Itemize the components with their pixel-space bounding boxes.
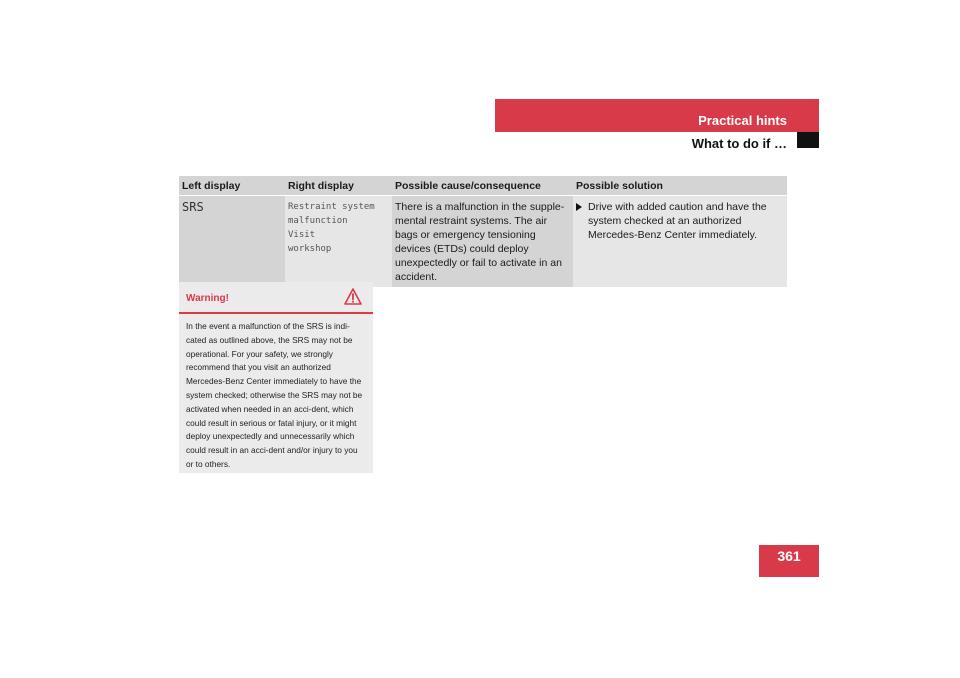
page-number: 361 bbox=[777, 548, 801, 564]
cause-text: There is a malfunction in the supple-mental restraint systems. The air bags or emergency tensioning devices (ETDs) could deploy unexpectedly or fail to activate in an accident. bbox=[395, 201, 565, 283]
right-display-line: Visit bbox=[288, 230, 316, 240]
warning-header bbox=[179, 282, 373, 314]
right-display-line: malfunction bbox=[288, 216, 348, 226]
warning-triangle-icon bbox=[344, 288, 362, 310]
bullet-arrow-icon bbox=[576, 203, 582, 211]
solution-text: Drive with added caution and have the system checked at an authorized Mercedes-Benz Center immediately. bbox=[588, 201, 767, 241]
solution-cell bbox=[573, 196, 787, 288]
column-header-right-display: Right display bbox=[285, 176, 392, 196]
column-header-solution: Possible solution bbox=[573, 176, 787, 196]
warning-title: Warning! bbox=[186, 293, 229, 304]
header-tab-marker bbox=[797, 132, 819, 148]
column-header-cause: Possible cause/consequence bbox=[392, 176, 573, 196]
right-display-line: workshop bbox=[288, 244, 332, 254]
warning-box bbox=[179, 282, 373, 473]
page-number-band bbox=[759, 545, 819, 577]
section-header-band bbox=[495, 99, 819, 132]
cause-cell bbox=[392, 196, 573, 288]
page-subtitle: What to do if … bbox=[691, 136, 787, 151]
table-row bbox=[179, 196, 787, 288]
display-messages-table bbox=[179, 176, 787, 287]
left-display-text: SRS bbox=[182, 200, 204, 214]
column-header-left-display: Left display bbox=[179, 176, 285, 196]
solution-list-item bbox=[576, 200, 784, 242]
left-display-cell bbox=[179, 196, 285, 288]
section-title: Practical hints bbox=[698, 113, 787, 128]
right-display-line: Restraint system bbox=[288, 202, 375, 212]
table-header-row bbox=[179, 176, 787, 196]
right-display-cell bbox=[285, 196, 392, 288]
warning-text: In the event a malfunction of the SRS is indi-cated as outlined above, the SRS may not be operational. For your safety, we strongly recommend that you visit an authorized Mercedes-Benz Center immediately to have the system checked; otherwise the SRS may not be activated when needed in an acci-dent, which could result in serious or fatal injury, or it might deploy unexpectedly and unnecessarily which could result in an acci-dent and/or injury to you or to others. bbox=[186, 321, 363, 469]
